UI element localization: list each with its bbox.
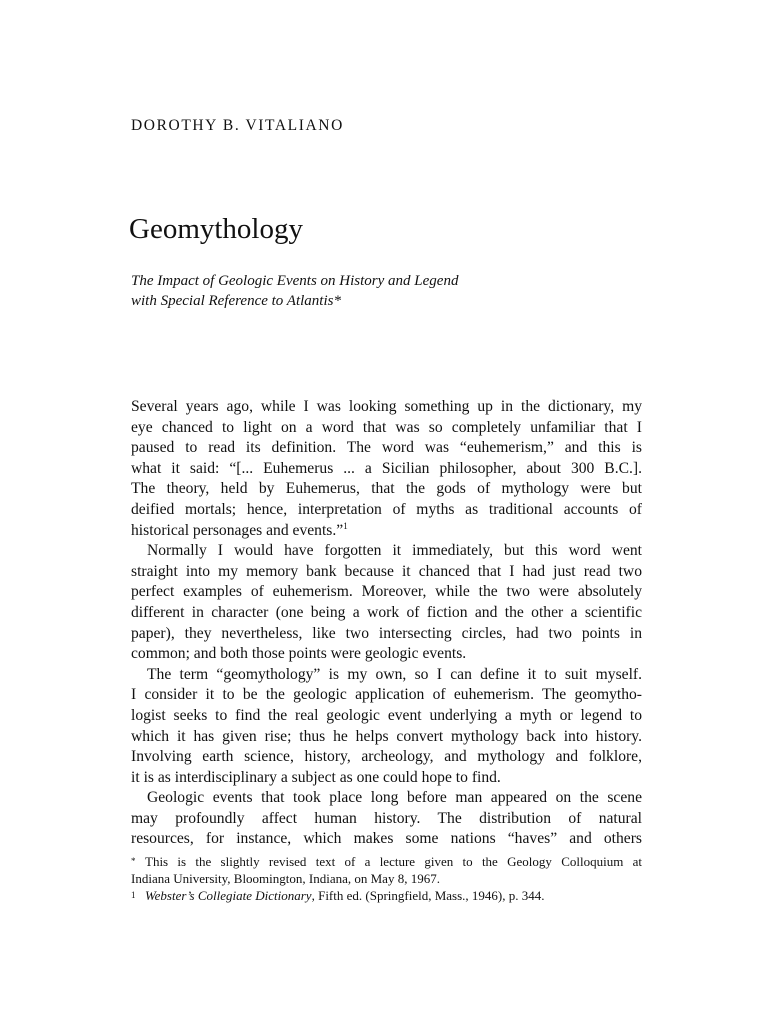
footnote-1-title: Webster’s Collegiate Dictionary <box>145 888 312 903</box>
subtitle-line: with Special Reference to Atlantis* <box>131 292 341 309</box>
text-line: different in character (one being a work of fiction and the other a scientific <box>131 603 642 621</box>
footnote-ref-1: 1 <box>343 520 348 531</box>
text-line: I consider it to be the geologic application of euhemerism. The geomytho- <box>131 686 642 704</box>
text-line: it is as interdisciplinary a subject as one could hope to find. <box>131 768 501 786</box>
text-line: Geologic events that took place long before man appeared on the scene <box>147 789 642 807</box>
text-line: Normally I would have forgotten it immediately, but this word went <box>147 542 642 560</box>
text-line: perfect examples of euhemerism. Moreover, while the two were absolutely <box>131 583 642 601</box>
footnote-1-mark: 1 <box>131 890 136 900</box>
text-line: common; and both those points were geologic events. <box>131 645 467 663</box>
text-line: deified mortals; hence, interpretation of myths as traditional accounts of <box>131 500 642 518</box>
text-line: which it has given rise; thus he helps convert mythology back into history. <box>131 727 642 745</box>
text-line-last <box>131 521 642 542</box>
text-line: The theory, held by Euhemerus, that the gods of mythology were but <box>131 480 642 498</box>
text-line: resources, for instance, which makes some nations “haves” and others <box>131 830 642 848</box>
text-line: straight into my memory bank because it chanced that I had just read two <box>131 562 642 580</box>
text-line: paper), they nevertheless, like two intersecting circles, had two points in <box>131 624 642 642</box>
text-line: The term “geomythology” is my own, so I can define it to suit myself. <box>147 665 642 683</box>
author-name: DOROTHY B. VITALIANO <box>131 117 344 134</box>
article-body <box>131 397 642 850</box>
text-line: Several years ago, while I was looking something up in the dictionary, my <box>131 398 642 415</box>
footnote-star-line <box>131 853 642 870</box>
footnote-text: This is the slightly revised text of a lecture given to the Geology Colloquium at <box>145 854 642 869</box>
text-line: eye chanced to light on a word that was so completely unfamiliar that I <box>131 418 642 436</box>
text-line: logist seeks to find the real geologic event underlying a myth or legend to <box>131 706 642 724</box>
text-span: historical personages and events.” <box>131 521 344 539</box>
text-line: what it said: “[... Euhemerus ... a Sicilian philosopher, about 300 B.C.]. <box>131 459 642 477</box>
text-line: may profoundly affect human history. The distribution of natural <box>131 809 642 827</box>
footnote-star-mark: * <box>131 856 136 866</box>
article-title: Geomythology <box>129 213 303 245</box>
footnote-1-rest: , Fifth ed. (Springfield, Mass., 1946), p. 344. <box>311 888 545 903</box>
footnotes <box>131 853 642 904</box>
text-line: paused to read its definition. The word was “euhemerism,” and this is <box>131 439 642 457</box>
footnote-star-line: Indiana University, Bloomington, Indiana, on May 8, 1967. <box>131 871 440 886</box>
text-line: Involving earth science, history, archeology, and mythology and folklore, <box>131 748 642 766</box>
article-subtitle <box>131 272 458 311</box>
footnote-1 <box>131 887 642 904</box>
subtitle-line: The Impact of Geologic Events on History and Legend <box>131 273 459 289</box>
